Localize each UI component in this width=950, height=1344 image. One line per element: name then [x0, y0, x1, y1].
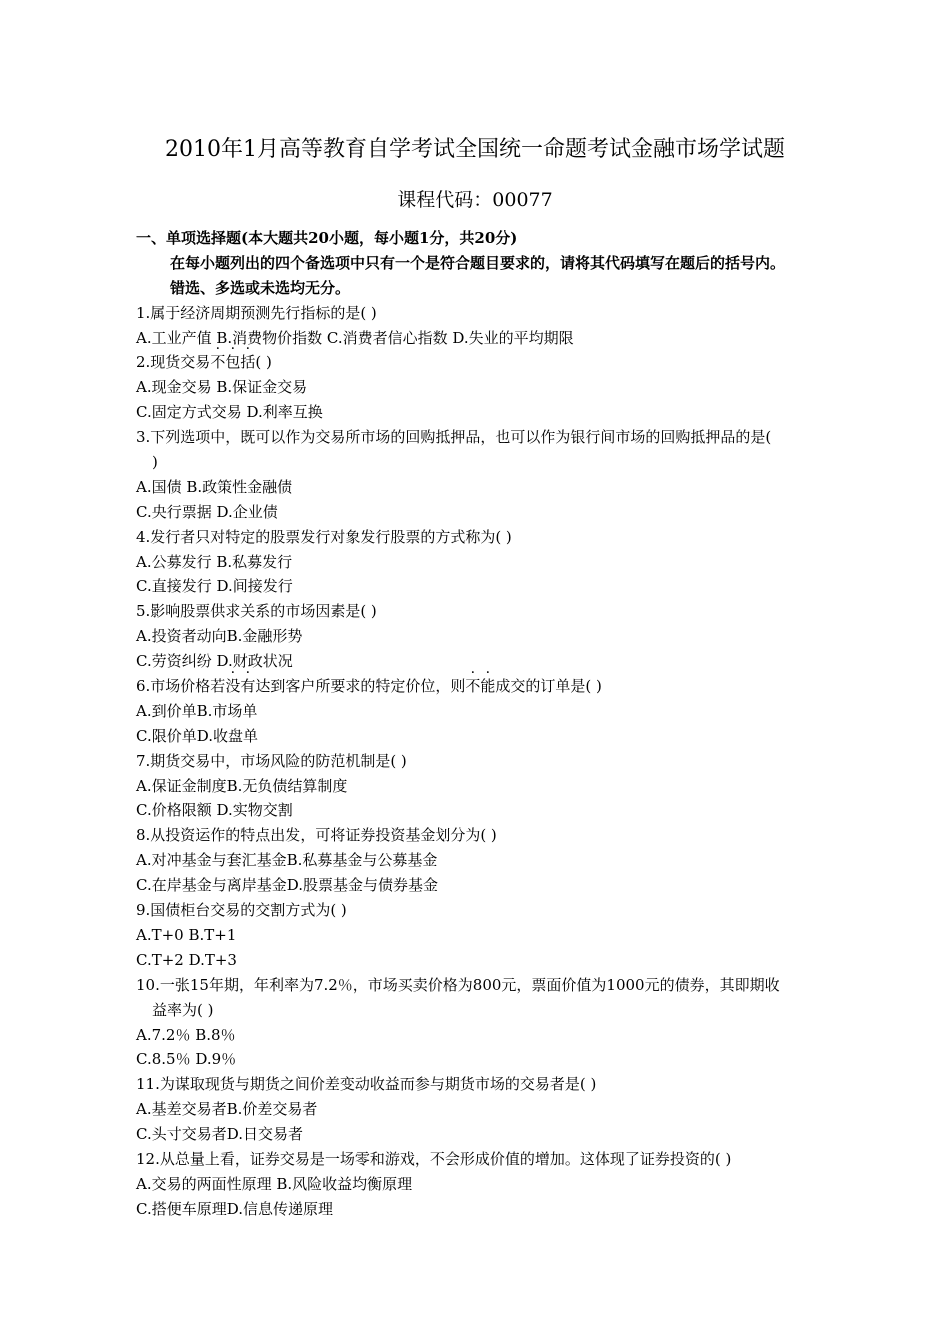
question-stem: 4.发行者只对特定的股票发行对象发行股票的方式称为( ) — [136, 527, 512, 546]
question-options: A.国债 B.政策性金融债 — [136, 477, 293, 496]
question-options: C.央行票据 D.企业债 — [136, 502, 278, 521]
question-stem: 8.从投资运作的特点出发，可将证券投资基金划分为( ) — [136, 826, 497, 845]
stem-text: 达到客户所要求的特定价位，则 — [255, 677, 466, 696]
question-options: A.公募发行 B.私募发行 — [136, 552, 293, 571]
question-stem: 1.属于经济周期预测先行指标的是( ) — [136, 303, 377, 322]
emphasis-char: 包 — [225, 353, 241, 372]
question-options: C.限价单D.收盘单 — [136, 726, 258, 745]
question-options: A.基差交易者B.价差交易者 — [136, 1100, 318, 1119]
stem-text: 6.市场价格若 — [136, 677, 226, 696]
question-options: C.T+2 D.T+3 — [136, 950, 237, 969]
question-options: A.现金交易 B.保证金交易 — [136, 378, 308, 397]
question-options: A.到价单B.市场单 — [136, 701, 258, 720]
question-options: A.7.2％ B.8％ — [136, 1025, 236, 1044]
question-stem: 12.从总量上看，证券交易是一场零和游戏，不会形成价值的增加。这体现了证券投资的( ) — [136, 1149, 732, 1168]
course-code: 课程代码：00077 — [397, 189, 553, 211]
question-stem: 10.一张15年期，年利率为7.2％，市场买卖价格为800元，票面价值为1000元的债券，其即期收 — [136, 975, 780, 994]
question-options: A.投资者动向B.金融形势 — [136, 627, 303, 646]
question-options: C.8.5％ D.9％ — [136, 1050, 237, 1069]
question-stem-continued: 益率为( ) — [152, 1000, 214, 1019]
question-options: A.交易的两面性原理 B.风险收益均衡原理 — [136, 1174, 413, 1193]
question-options: C.固定方式交易 D.利率互换 — [136, 403, 323, 422]
emphasis-char: 没 — [225, 677, 241, 696]
emphasis-char: 有 — [240, 677, 256, 696]
stem-text: ( ) — [255, 353, 272, 372]
question-stem — [136, 350, 866, 375]
question-stem-continued: ) — [152, 453, 158, 472]
question-stem: 9.国债柜台交易的交割方式为( ) — [136, 901, 347, 920]
question-stem: 3.下列选项中，既可以作为交易所市场的回购抵押品，也可以作为银行间市场的回购抵押品的是( — [136, 428, 772, 447]
question-options: A.保证金制度B.无负债结算制度 — [136, 776, 348, 795]
question-stem — [136, 674, 866, 699]
section-instruction: 在每小题列出的四个备选项中只有一个是符合题目要求的，请将其代码填写在题后的括号内。 — [170, 253, 786, 272]
emphasis-char: 不 — [465, 677, 481, 696]
exam-title: 2010年1月高等教育自学考试全国统一命题考试金融市场学试题 — [165, 137, 785, 162]
emphasis-char: 能 — [480, 677, 496, 696]
section-instruction: 错选、多选或未选均无分。 — [170, 278, 351, 297]
question-options: C.在岸基金与离岸基金D.股票基金与债券基金 — [136, 876, 438, 895]
exam-content — [136, 226, 866, 1222]
question-options: C.搭便车原理D.信息传递原理 — [136, 1199, 333, 1218]
stem-text: 2.现货交易 — [136, 353, 211, 372]
question-options: C.价格限额 D.实物交割 — [136, 801, 293, 820]
section-heading: 一、单项选择题(本大题共20小题，每小题1分，共20分) — [136, 229, 518, 247]
question-options: A.工业产值 B.消费物价指数 C.消费者信心指数 D.失业的平均期限 — [136, 328, 574, 347]
question-stem: 5.影响股票供求关系的市场因素是( ) — [136, 602, 377, 621]
question-stem: 7.期货交易中，市场风险的防范机制是( ) — [136, 751, 407, 770]
question-options: A.T+0 B.T+1 — [136, 925, 237, 944]
emphasis-char: 括 — [240, 353, 256, 372]
emphasis-char: 不 — [210, 353, 226, 372]
question-options: C.直接发行 D.间接发行 — [136, 577, 293, 596]
question-options: C.劳资纠纷 D.财政状况 — [136, 652, 293, 671]
stem-text: 成交的订单是( ) — [495, 677, 602, 696]
question-options: A.对冲基金与套汇基金B.私募基金与公募基金 — [136, 851, 438, 870]
question-options: C.头寸交易者D.日交易者 — [136, 1125, 303, 1144]
question-stem: 11.为谋取现货与期货之间价差变动收益而参与期货市场的交易者是( ) — [136, 1075, 597, 1094]
